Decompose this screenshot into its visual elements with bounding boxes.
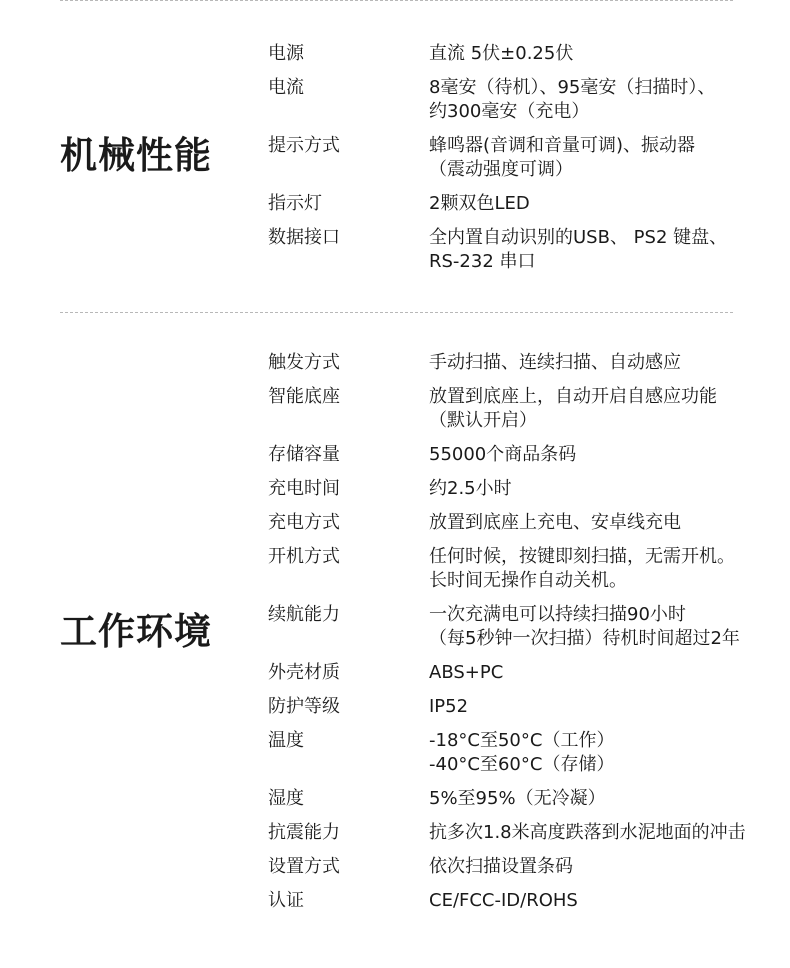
spec-label: 指示灯 [268,193,322,214]
spec-value-line: CE/FCC-ID/ROHS [429,890,578,911]
spec-row [268,821,783,845]
spec-value-line: 约2.5小时 [429,478,512,499]
spec-row [268,729,783,777]
spec-value [429,889,783,913]
spec-value [429,661,783,685]
spec-value-line: -40°C至60°C（存储） [429,754,615,775]
spec-label: 电源 [268,43,304,64]
top-divider [60,0,733,1]
spec-value [429,351,783,375]
spec-value-line: -18°C至50°C（工作） [429,730,615,751]
spec-value-line: RS-232 串口 [429,251,536,272]
spec-value [429,695,783,719]
spec-value-line: （震动强度可调） [429,159,573,180]
spec-label: 充电方式 [268,512,340,533]
spec-label: 智能底座 [268,386,340,407]
spec-value [429,855,783,879]
spec-value-line: 直流 5伏±0.25伏 [429,43,574,64]
spec-row [268,603,783,651]
spec-value-line: 手动扫描、连续扫描、自动感应 [429,352,681,373]
spec-value-line: （每5秒钟一次扫描）待机时间超过2年 [429,628,740,649]
spec-label: 开机方式 [268,546,340,567]
spec-value-line: 一次充满电可以持续扫描90小时 [429,604,686,625]
section-title-environment: 工作环境 [60,610,212,653]
spec-value-line: 8毫安（待机）、95毫安（扫描时）、 [429,77,716,98]
environment-spec-table [268,351,783,913]
spec-label: 外壳材质 [268,662,340,683]
spec-value [429,787,783,811]
spec-row [268,477,783,501]
spec-label: 温度 [268,730,304,751]
spec-row [268,192,783,216]
spec-value [429,821,783,845]
spec-value [429,76,783,124]
spec-value-line: ABS+PC [429,662,504,683]
spec-label: 认证 [268,890,304,911]
spec-value-line: IP52 [429,696,469,717]
spec-label: 数据接口 [268,227,340,248]
spec-value [429,192,783,216]
spec-value [429,385,783,433]
spec-label: 抗震能力 [268,822,340,843]
spec-value [429,545,783,593]
spec-row [268,351,783,375]
spec-value-line: 5%至95%（无冷凝） [429,788,606,809]
spec-value-line: 55000个商品条码 [429,444,577,465]
spec-value-line: 2颗双色LED [429,193,530,214]
spec-row [268,855,783,879]
spec-row [268,511,783,535]
spec-value-line: 任何时候，按键即刻扫描，无需开机。 [429,546,735,567]
spec-label: 电流 [268,77,304,98]
spec-value [429,603,783,651]
spec-value-line: 放置到底座上充电、安卓线充电 [429,512,681,533]
spec-row [268,385,783,433]
spec-label: 续航能力 [268,604,340,625]
spec-value-line: 约300毫安（充电） [429,101,590,122]
spec-row [268,134,783,182]
spec-value-line: 放置到底座上，自动开启自感应功能 [429,386,717,407]
section-divider [60,312,733,313]
spec-row [268,545,783,593]
spec-label: 存储容量 [268,444,340,465]
spec-row [268,226,783,274]
spec-value-line: 全内置自动识别的USB、 PS2 键盘、 [429,227,728,248]
spec-value-line: 依次扫描设置条码 [429,856,573,877]
spec-value [429,443,783,467]
spec-value [429,134,783,182]
spec-value-line: 长时间无操作自动关机。 [429,570,627,591]
spec-row [268,661,783,685]
spec-value [429,729,783,777]
spec-value-line: 蜂鸣器(音调和音量可调)、振动器 [429,135,696,156]
spec-label: 设置方式 [268,856,340,877]
spec-value-line: （默认开启） [429,410,537,431]
spec-value [429,226,783,274]
spec-row [268,76,783,124]
spec-row [268,443,783,467]
spec-label: 提示方式 [268,135,340,156]
spec-value [429,511,783,535]
spec-label: 触发方式 [268,352,340,373]
spec-row [268,787,783,811]
spec-row [268,695,783,719]
spec-label: 充电时间 [268,478,340,499]
spec-value-line: 抗多次1.8米高度跌落到水泥地面的冲击 [429,822,746,843]
spec-value [429,477,783,501]
section-title-mechanical: 机械性能 [60,134,212,177]
spec-label: 湿度 [268,788,304,809]
spec-row [268,889,783,913]
mechanical-spec-table [268,42,783,274]
spec-value [429,42,783,66]
spec-label: 防护等级 [268,696,340,717]
spec-row [268,42,783,66]
